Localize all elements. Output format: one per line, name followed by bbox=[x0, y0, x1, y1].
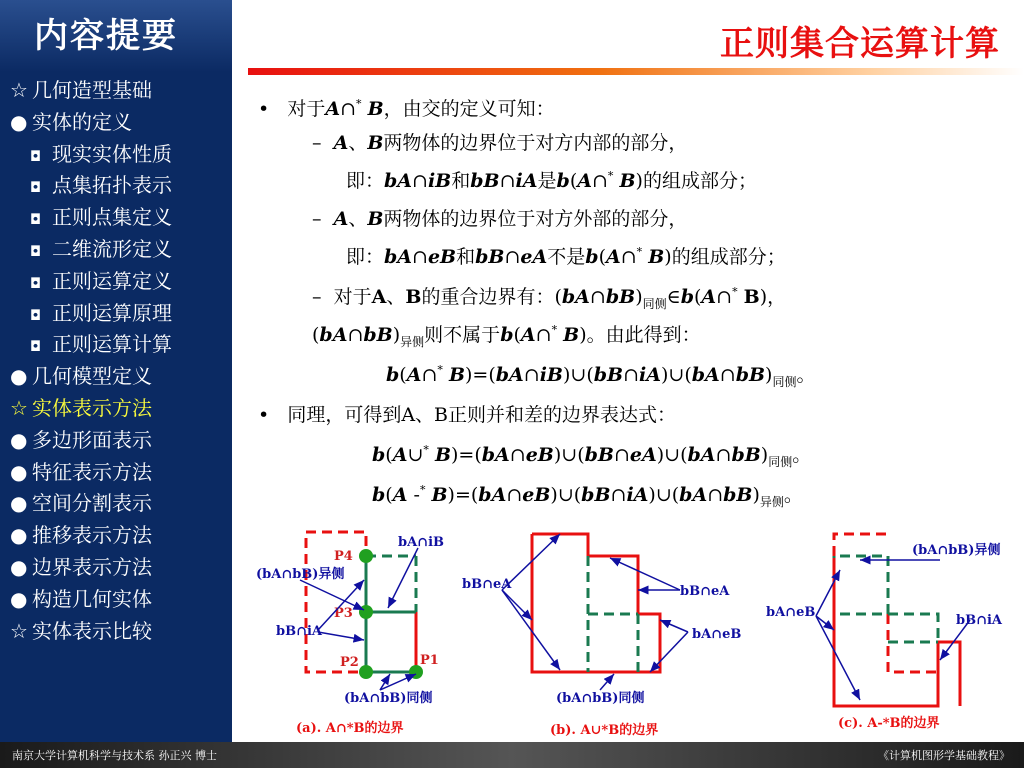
sidebar-item-label: 现实实体性质 bbox=[52, 141, 172, 166]
caption-c: (c). A-*B的边界 bbox=[838, 716, 940, 731]
sidebar-item-5[interactable] bbox=[10, 234, 230, 266]
sidebar-item-label: 几何造型基础 bbox=[32, 78, 152, 102]
sidebar-item-0[interactable] bbox=[10, 75, 230, 107]
sidebar-item-marker: ● bbox=[10, 491, 28, 516]
sidebar-item-marker: ● bbox=[10, 554, 28, 579]
bullet-1: • 对于A∩* B，由交的定义可知： bbox=[258, 97, 555, 120]
sidebar-item-marker: ☆ bbox=[10, 78, 28, 102]
caption-b: (b). A∪*B的边界 bbox=[550, 723, 659, 738]
label-a-same-side: (bA∩bB)同侧 bbox=[344, 691, 433, 706]
label-a-bAiB: bA∩iB bbox=[398, 535, 444, 550]
dash-3-cont: $(bA\cap bB)_{异侧}$则不属于b(A∩* B)。由此得到： bbox=[312, 323, 701, 349]
label-a-diff-side: (bA∩bB)异侧 bbox=[256, 567, 345, 582]
diagram-b bbox=[462, 534, 741, 738]
label-p3: P3 bbox=[334, 606, 353, 621]
sidebar-item-marker: ☆ bbox=[10, 618, 28, 643]
sidebar-item-label: 正则运算原理 bbox=[52, 300, 172, 325]
dash-2-result: 即：bA∩eB和bB∩eA不是b(A∩* B)的组成部分； bbox=[346, 245, 786, 268]
sidebar-item-marker: ● bbox=[10, 364, 28, 389]
table-of-contents bbox=[10, 75, 230, 647]
sidebar-item-label: 特征表示方法 bbox=[32, 459, 152, 484]
sidebar-item-marker: ◘ bbox=[30, 212, 42, 229]
sidebar-item-marker: ◘ bbox=[30, 180, 42, 197]
sidebar-item-2[interactable] bbox=[10, 139, 230, 171]
sidebar-item-marker: ◘ bbox=[30, 148, 42, 165]
formula-intersection: b(A∩* $B)=(bA\cap iB)\cup(bB\cap iA)\cup(bA\cap bB)_{同侧}$。 bbox=[386, 363, 816, 389]
diagram-a bbox=[256, 532, 444, 736]
sidebar-item-3[interactable] bbox=[10, 170, 230, 202]
sidebar-item-marker: ◘ bbox=[30, 307, 42, 324]
label-b-bBeA-right: bB∩eA bbox=[680, 584, 730, 599]
sidebar-item-label: 推移表示方法 bbox=[32, 523, 152, 548]
slide-title: 正则集合运算计算 bbox=[720, 24, 1000, 64]
boundary-diagrams bbox=[240, 520, 1020, 740]
sidebar-item-label: 实体的定义 bbox=[32, 109, 132, 134]
sidebar-item-marker: ◘ bbox=[30, 275, 42, 292]
label-b-bBeA-left: bB∩eA bbox=[462, 577, 512, 592]
label-c-bBiA: bB∩iA bbox=[956, 613, 1002, 628]
sidebar-item-11[interactable] bbox=[10, 425, 230, 457]
shape-b-outline bbox=[532, 534, 660, 672]
point-p2 bbox=[359, 665, 373, 679]
sidebar-item-label: 空间分割表示 bbox=[32, 491, 152, 516]
sidebar bbox=[0, 0, 232, 742]
sidebar-item-label: 几何模型定义 bbox=[32, 364, 152, 389]
sidebar-item-marker: ● bbox=[10, 586, 28, 611]
label-c-bAeB: bA∩eB bbox=[766, 605, 816, 620]
label-b-same-side: (bA∩bB)同侧 bbox=[556, 691, 645, 706]
shape-c-red-dashed bbox=[834, 534, 888, 556]
label-c-diff-side: (bA∩bB)异侧 bbox=[912, 543, 1001, 558]
caption-a: (a). A∩*B的边界 bbox=[296, 721, 404, 736]
dash-1-result: 即：bA∩iB和bB∩iA是b(A∩* B)的组成部分； bbox=[346, 169, 757, 192]
sidebar-item-7[interactable] bbox=[10, 298, 230, 330]
sidebar-item-9[interactable] bbox=[10, 361, 230, 393]
shape-c-inner bbox=[888, 614, 938, 642]
sidebar-item-marker: ● bbox=[10, 109, 28, 134]
sidebar-item-label: 正则运算计算 bbox=[52, 332, 172, 357]
label-b-bAeB: bA∩eB bbox=[692, 627, 742, 642]
footer-author: 南京大学计算机科学与技术系 孙正兴 博士 bbox=[12, 749, 217, 762]
diagram-c bbox=[766, 534, 1003, 731]
sidebar-item-13[interactable] bbox=[10, 488, 230, 520]
sidebar-item-17[interactable] bbox=[10, 616, 230, 648]
label-p4: P4 bbox=[334, 549, 353, 564]
shape-c-dashed bbox=[834, 556, 888, 614]
sidebar-item-marker: ● bbox=[10, 523, 28, 548]
sidebar-item-label: 正则点集定义 bbox=[52, 205, 172, 230]
footer-bar bbox=[0, 742, 1024, 768]
sidebar-item-marker: ● bbox=[10, 459, 28, 484]
sidebar-item-label: 实体表示方法 bbox=[32, 395, 152, 420]
shape-a-solid bbox=[366, 612, 416, 672]
dash-1: – A、B两物体的边界位于对方内部的部分， bbox=[312, 132, 688, 154]
formula-difference: b(A -* $B)=(bA\cap eB)\cup(bB\cap iA)\cup(bA\cap bB)_{异侧}$。 bbox=[372, 483, 803, 509]
sidebar-item-1[interactable] bbox=[10, 107, 230, 139]
shape-c-outline bbox=[834, 558, 960, 706]
footer-book: 《计算机图形学基础教程》 bbox=[878, 749, 1010, 762]
sidebar-item-label: 构造几何实体 bbox=[32, 586, 152, 611]
sidebar-item-marker: ◘ bbox=[30, 243, 42, 260]
sidebar-item-6[interactable] bbox=[10, 266, 230, 298]
point-p4 bbox=[359, 549, 373, 563]
sidebar-item-label: 点集拓扑表示 bbox=[52, 173, 172, 198]
dash-2: – A、B两物体的边界位于对方外部的部分， bbox=[312, 208, 688, 230]
sidebar-item-4[interactable] bbox=[10, 202, 230, 234]
bullet-2: • 同理，可得到A、B正则并和差的边界表达式： bbox=[258, 404, 677, 426]
label-p1: P1 bbox=[420, 653, 439, 668]
sidebar-item-label: 实体表示比较 bbox=[32, 618, 152, 643]
sidebar-item-8[interactable] bbox=[10, 329, 230, 361]
sidebar-item-15[interactable] bbox=[10, 552, 230, 584]
formula-union: b(A∪* $B)=(bA\cap eB)\cup(bB\cap eA)\cup(bA\cap bB)_{同侧}$。 bbox=[372, 443, 812, 469]
sidebar-item-16[interactable] bbox=[10, 584, 230, 616]
dash-3: – 对于A、B的重合边界有：$(bA\cap bB)_{同侧}\in b(A\cap^*$ B)， bbox=[312, 285, 787, 311]
sidebar-item-marker: ☆ bbox=[10, 395, 28, 420]
sidebar-item-label: 二维流形定义 bbox=[52, 236, 172, 261]
sidebar-item-marker: ◘ bbox=[30, 339, 42, 356]
sidebar-item-12[interactable] bbox=[10, 457, 230, 489]
label-a-bBiA: bB∩iA bbox=[276, 624, 322, 639]
sidebar-item-label: 边界表示方法 bbox=[32, 554, 152, 579]
sidebar-item-14[interactable] bbox=[10, 520, 230, 552]
title-divider bbox=[248, 68, 1024, 75]
point-p3 bbox=[359, 605, 373, 619]
sidebar-title: 内容提要 bbox=[0, 0, 232, 72]
sidebar-item-label: 正则运算定义 bbox=[52, 268, 172, 293]
sidebar-item-marker: ● bbox=[10, 427, 28, 452]
sidebar-item-10[interactable] bbox=[10, 393, 230, 425]
sidebar-item-label: 多边形面表示 bbox=[32, 427, 152, 452]
label-p2: P2 bbox=[340, 655, 359, 670]
